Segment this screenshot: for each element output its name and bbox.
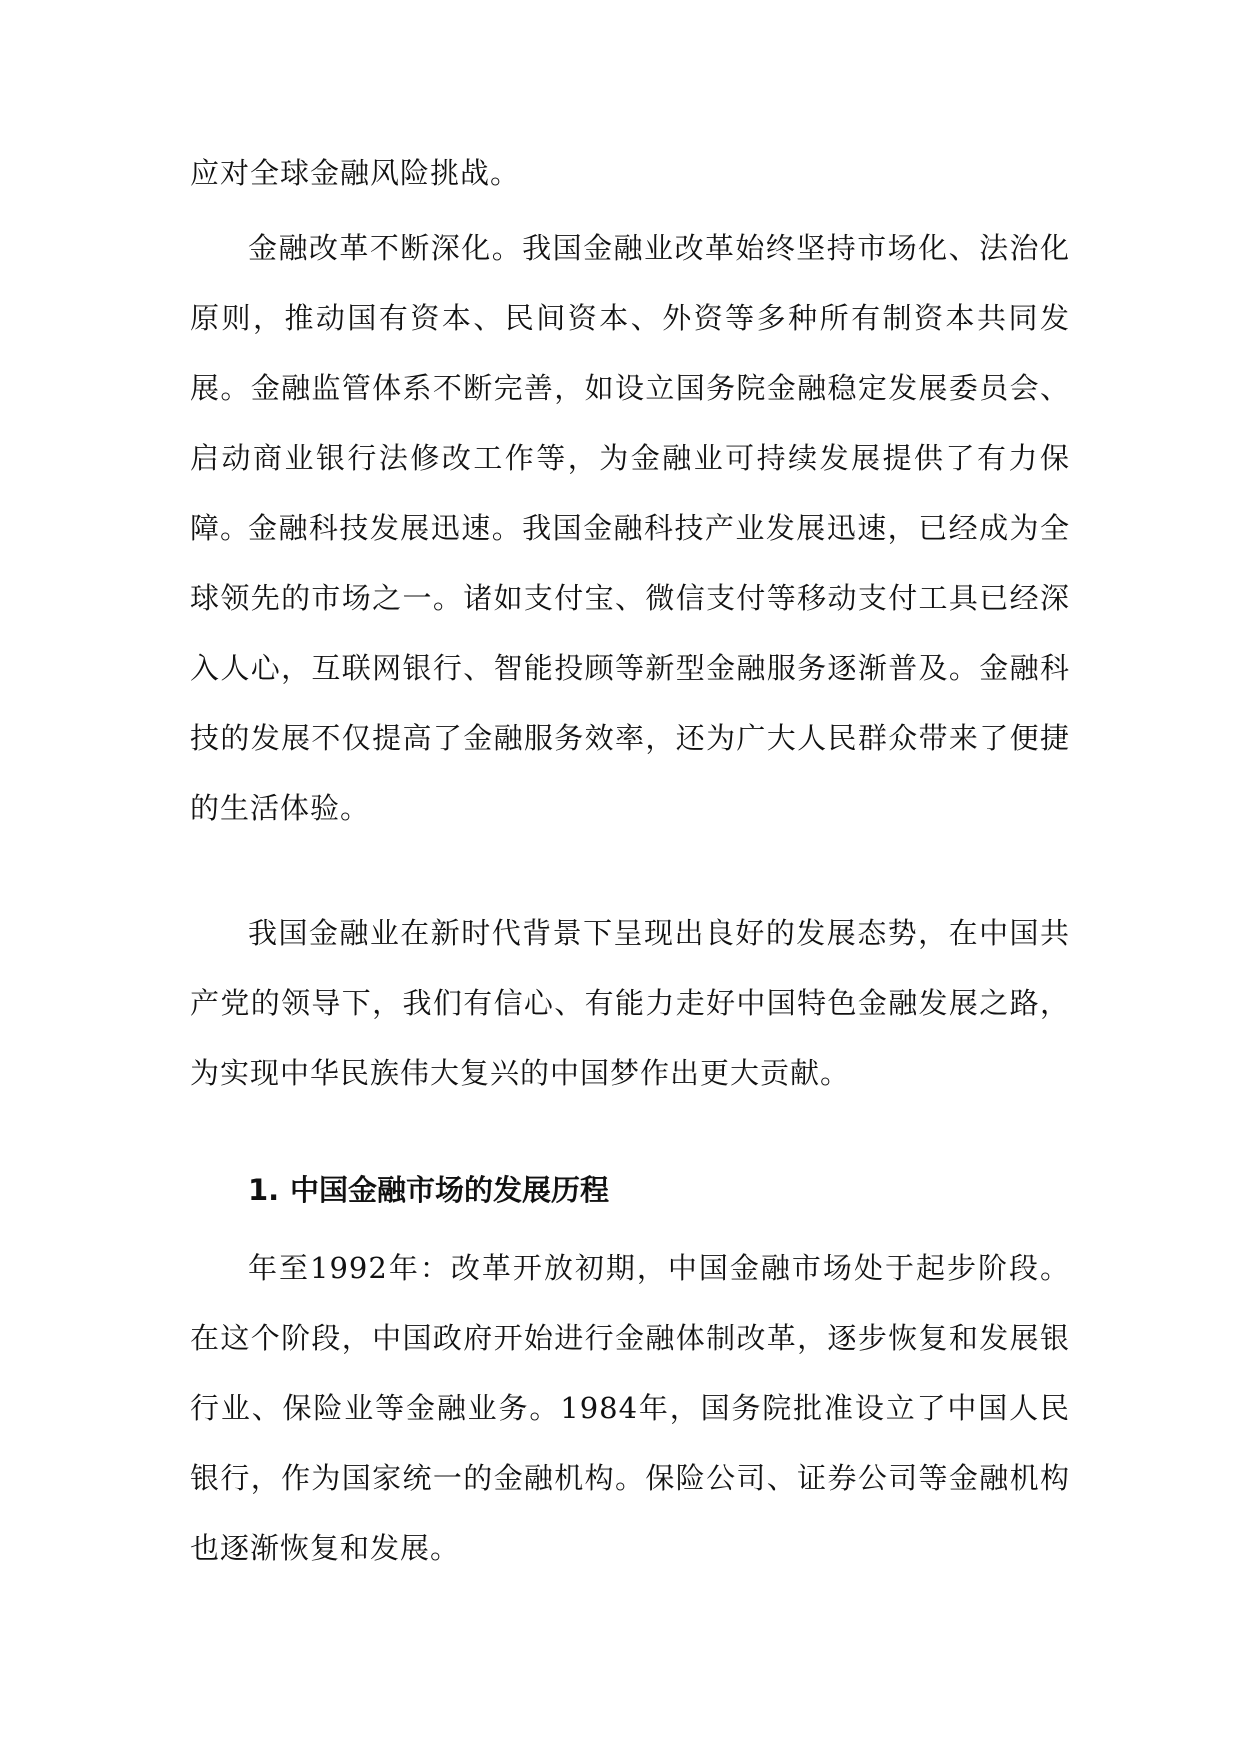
paragraph-conclusion: 我国金融业在新时代背景下呈现出良好的发展态势，在中国共产党的领导下，我们有信心、有能力走好中国特色金融发展之路，为实现中华民族伟大复兴的中国梦作出更大贡献。 xyxy=(190,916,1070,1090)
paragraph-financial-reform: 金融改革不断深化。我国金融业改革始终坚持市场化、法治化原则，推动国有资本、民间资本、外资等多种所有制资本共同发展。金融监管体系不断完善，如设立国务院金融稳定发展委员会、启动商业银行法修改工作等，为金融业可持续发展提供了有力保障。 xyxy=(190,231,1070,545)
section-heading xyxy=(248,1155,609,1225)
paragraph-history: 年至1992年：改革开放初期，中国金融市场处于起步阶段。在这个阶段，中国政府开始进行金融体制改革，逐步恢复和发展银行业、保险业等金融业务。1984年，国务院批准设立了中国人民银行，作为国家统一的金融机构。保险公司、证券公司等金融机构也逐渐恢复和发展。 xyxy=(190,1251,1070,1565)
paragraph-continuation: 应对全球金融风险挑战。 xyxy=(190,156,521,190)
section-number: 1. xyxy=(248,1173,280,1207)
section-title: 中国金融市场的发展历程 xyxy=(290,1173,610,1207)
paragraph-fintech: 金融科技发展迅速。我国金融科技产业发展迅速，已经成为全球领先的市场之一。诸如支付宝、微信支付等移动支付工具已经深入人心，互联网银行、智能投顾等新型金融服务逐渐普及。金融科技的发展不仅提高了金融服务效率，还为广大人民群众带来了便捷的生活体验。 xyxy=(190,511,1070,825)
